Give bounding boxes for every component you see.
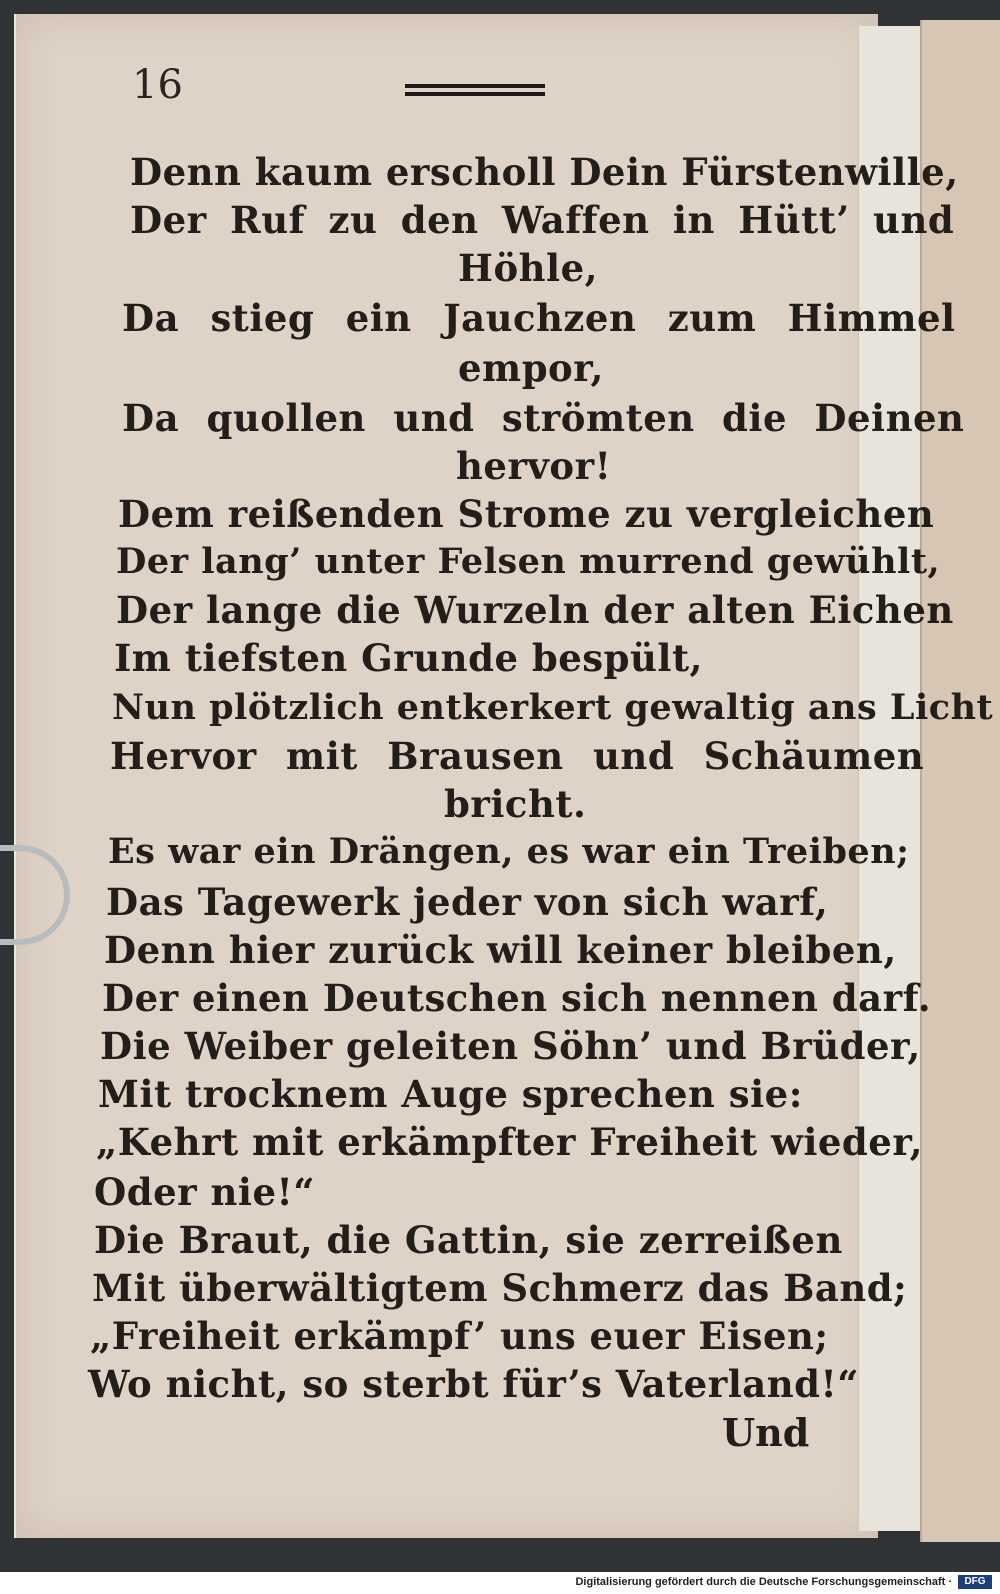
- poem-line: „Kehrt mit erkämpfter Freiheit wieder,: [96, 1120, 924, 1164]
- poem-line: Höhle,: [458, 246, 599, 290]
- poem-line: Wo nicht, so sterbt für’s Vaterland!“: [88, 1362, 860, 1406]
- page-number: 16: [132, 62, 183, 108]
- facing-page: [920, 20, 1000, 1542]
- poem-line: Im tiefsten Grunde bespült,: [114, 636, 703, 680]
- poem-line: hervor!: [456, 444, 612, 488]
- catchword: Und: [722, 1410, 810, 1455]
- poem-line: Der lang’ unter Felsen murrend gewühlt,: [116, 541, 941, 582]
- footer-credit: Digitalisierung gefördert durch die Deutsche Forschungsgemeinschaft ·: [575, 1576, 952, 1588]
- poem-line: Es war ein Drängen, es war ein Treiben;: [108, 831, 910, 872]
- poem-line: Da quollen und strömten die Deinen: [122, 396, 965, 440]
- dfg-logo: DFG: [958, 1575, 992, 1589]
- poem-line: Denn kaum erscholl Dein Fürstenwille,: [130, 150, 959, 194]
- poem-line: Dem reißenden Strome zu vergleichen: [118, 492, 935, 536]
- poem-line: Die Braut, die Gattin, sie zerreißen: [94, 1218, 843, 1262]
- poem-line: Hervor mit Brausen und Schäumen: [110, 734, 925, 778]
- poem-line: Das Tagewerk jeder von sich warf,: [106, 880, 829, 924]
- poem-line: Da stieg ein Jauchzen zum Himmel: [122, 296, 956, 340]
- poem-line: bricht.: [444, 782, 587, 826]
- poem-line: Denn hier zurück will keiner bleiben,: [104, 928, 897, 972]
- poem-line: Mit trocknem Auge sprechen sie:: [98, 1072, 803, 1116]
- poem-line: Der Ruf zu den Waffen in Hütt’ und: [130, 198, 955, 242]
- poem-line: Mit überwältigtem Schmerz das Band;: [92, 1266, 908, 1310]
- poem-line: Der lange die Wurzeln der alten Eichen: [116, 588, 954, 632]
- poem-line: „Freiheit erkämpf’ uns euer Eisen;: [90, 1314, 829, 1358]
- poem-line: Der einen Deutschen sich nennen darf.: [102, 976, 932, 1020]
- poem-line: Nun plötzlich entkerkert gewaltig ans Licht: [112, 687, 994, 728]
- poem-line: Die Weiber geleiten Söhn’ und Brüder,: [100, 1024, 921, 1068]
- poem-line: Oder nie!“: [94, 1170, 316, 1214]
- poem-line: empor,: [458, 346, 604, 390]
